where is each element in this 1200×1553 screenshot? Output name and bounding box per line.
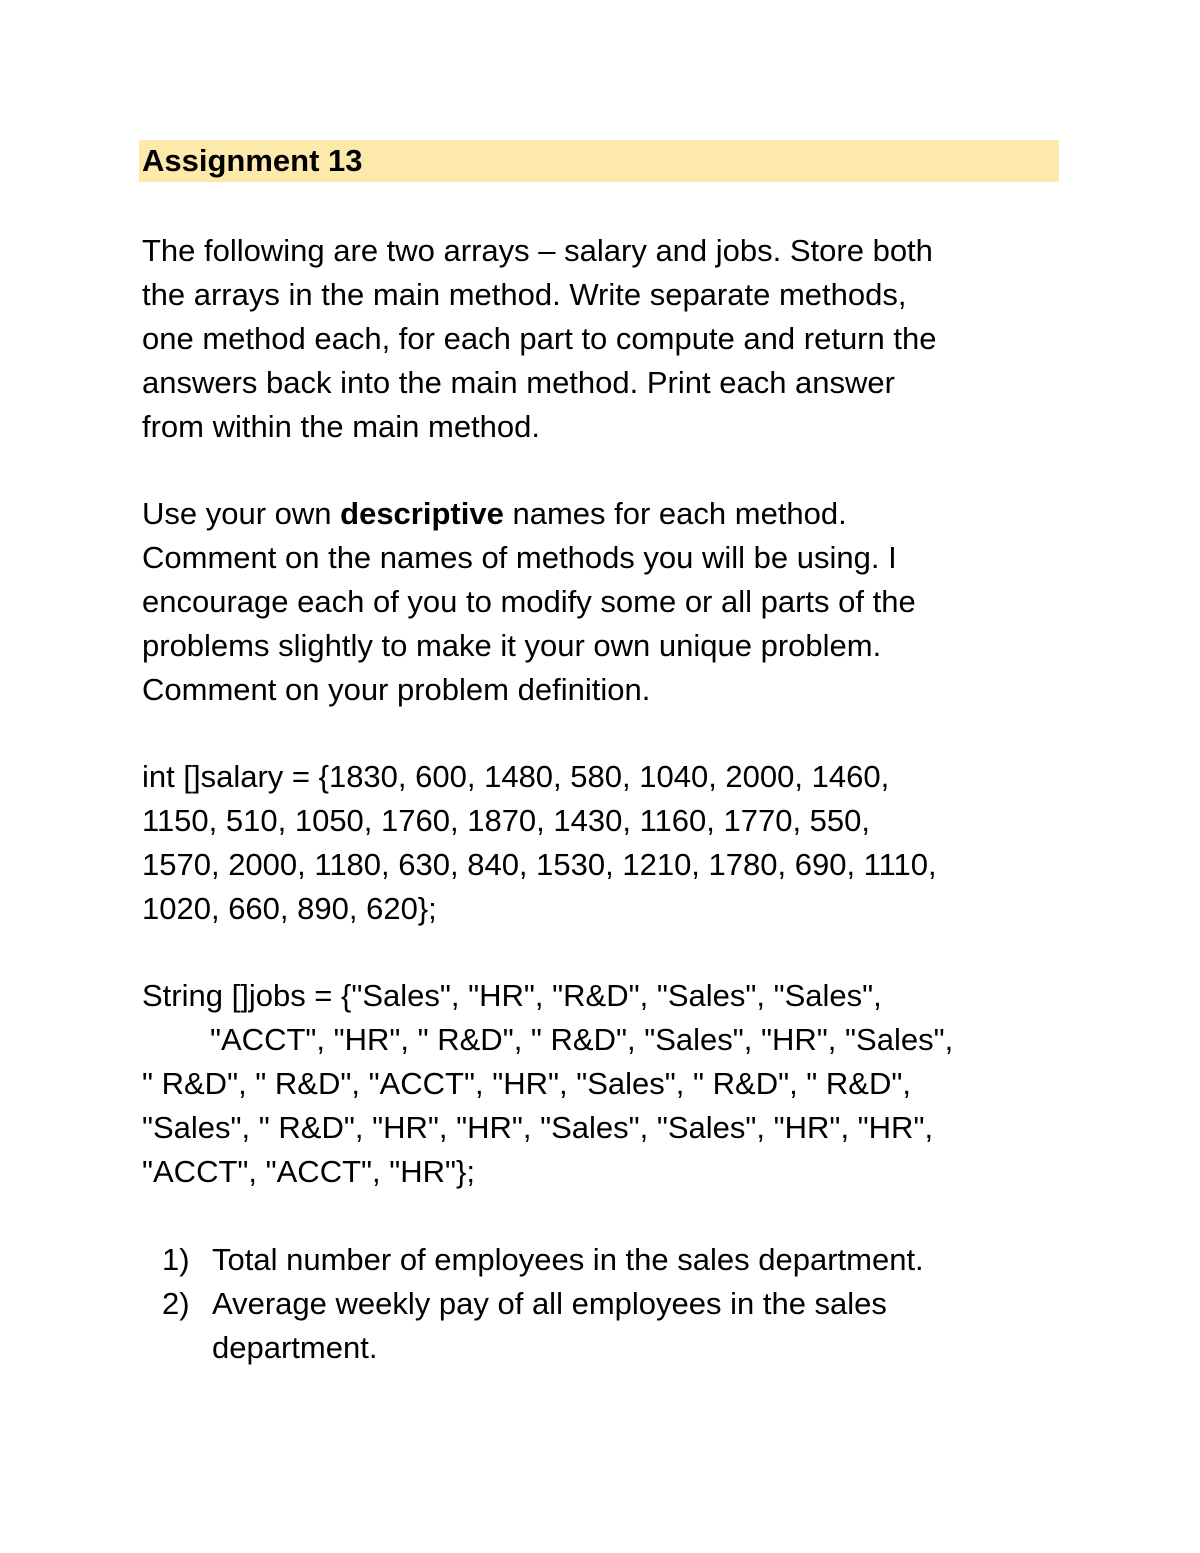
salary-line: 1570, 2000, 1180, 630, 840, 1530, 1210, 1780, 690, 1110, xyxy=(142,847,937,882)
naming-line: encourage each of you to modify some or all parts of the xyxy=(142,584,916,619)
intro-line: from within the main method. xyxy=(142,409,541,444)
question-number: 1) xyxy=(162,1242,190,1277)
salary-array-code xyxy=(142,755,1082,931)
naming-prefix: Use your own xyxy=(142,496,341,531)
question-item xyxy=(162,1282,1082,1370)
assignment-title: Assignment 13 xyxy=(142,143,363,178)
intro-line: answers back into the main method. Print each answer xyxy=(142,365,895,400)
jobs-line: " R&D", " R&D", "ACCT", "HR", "Sales", " R&D", " R&D", xyxy=(142,1066,911,1101)
question-text: Total number of employees in the sales department. xyxy=(212,1242,924,1277)
question-item xyxy=(162,1238,1082,1282)
intro-line: the arrays in the main method. Write separate methods, xyxy=(142,277,907,312)
jobs-array-code xyxy=(142,974,1082,1194)
jobs-line: "Sales", " R&D", "HR", "HR", "Sales", "Sales", "HR", "HR", xyxy=(142,1110,934,1145)
salary-line: 1020, 660, 890, 620}; xyxy=(142,891,437,926)
intro-line: one method each, for each part to compute and return the xyxy=(142,321,937,356)
descriptive-emphasis: descriptive xyxy=(340,496,504,531)
jobs-line: "ACCT", "ACCT", "HR"}; xyxy=(142,1154,475,1189)
question-text: department. xyxy=(212,1330,378,1365)
questions-list xyxy=(162,1238,1082,1370)
naming-paragraph xyxy=(142,492,1082,712)
question-number: 2) xyxy=(162,1286,190,1321)
naming-line xyxy=(142,492,1082,536)
salary-line: int []salary = {1830, 600, 1480, 580, 1040, 2000, 1460, xyxy=(142,759,890,794)
jobs-line: "ACCT", "HR", " R&D", " R&D", "Sales", "HR", "Sales", xyxy=(210,1022,954,1057)
naming-line: Comment on your problem definition. xyxy=(142,672,651,707)
intro-paragraph xyxy=(142,229,1082,449)
question-text: Average weekly pay of all employees in the sales xyxy=(212,1286,887,1321)
naming-suffix: names for each method. xyxy=(503,496,847,531)
jobs-line: String []jobs = {"Sales", "HR", "R&D", "Sales", "Sales", xyxy=(142,978,882,1013)
naming-line: Comment on the names of methods you will be using. I xyxy=(142,540,897,575)
salary-line: 1150, 510, 1050, 1760, 1870, 1430, 1160, 1770, 550, xyxy=(142,803,871,838)
intro-line: The following are two arrays – salary and jobs. Store both xyxy=(142,233,933,268)
naming-line: problems slightly to make it your own unique problem. xyxy=(142,628,882,663)
